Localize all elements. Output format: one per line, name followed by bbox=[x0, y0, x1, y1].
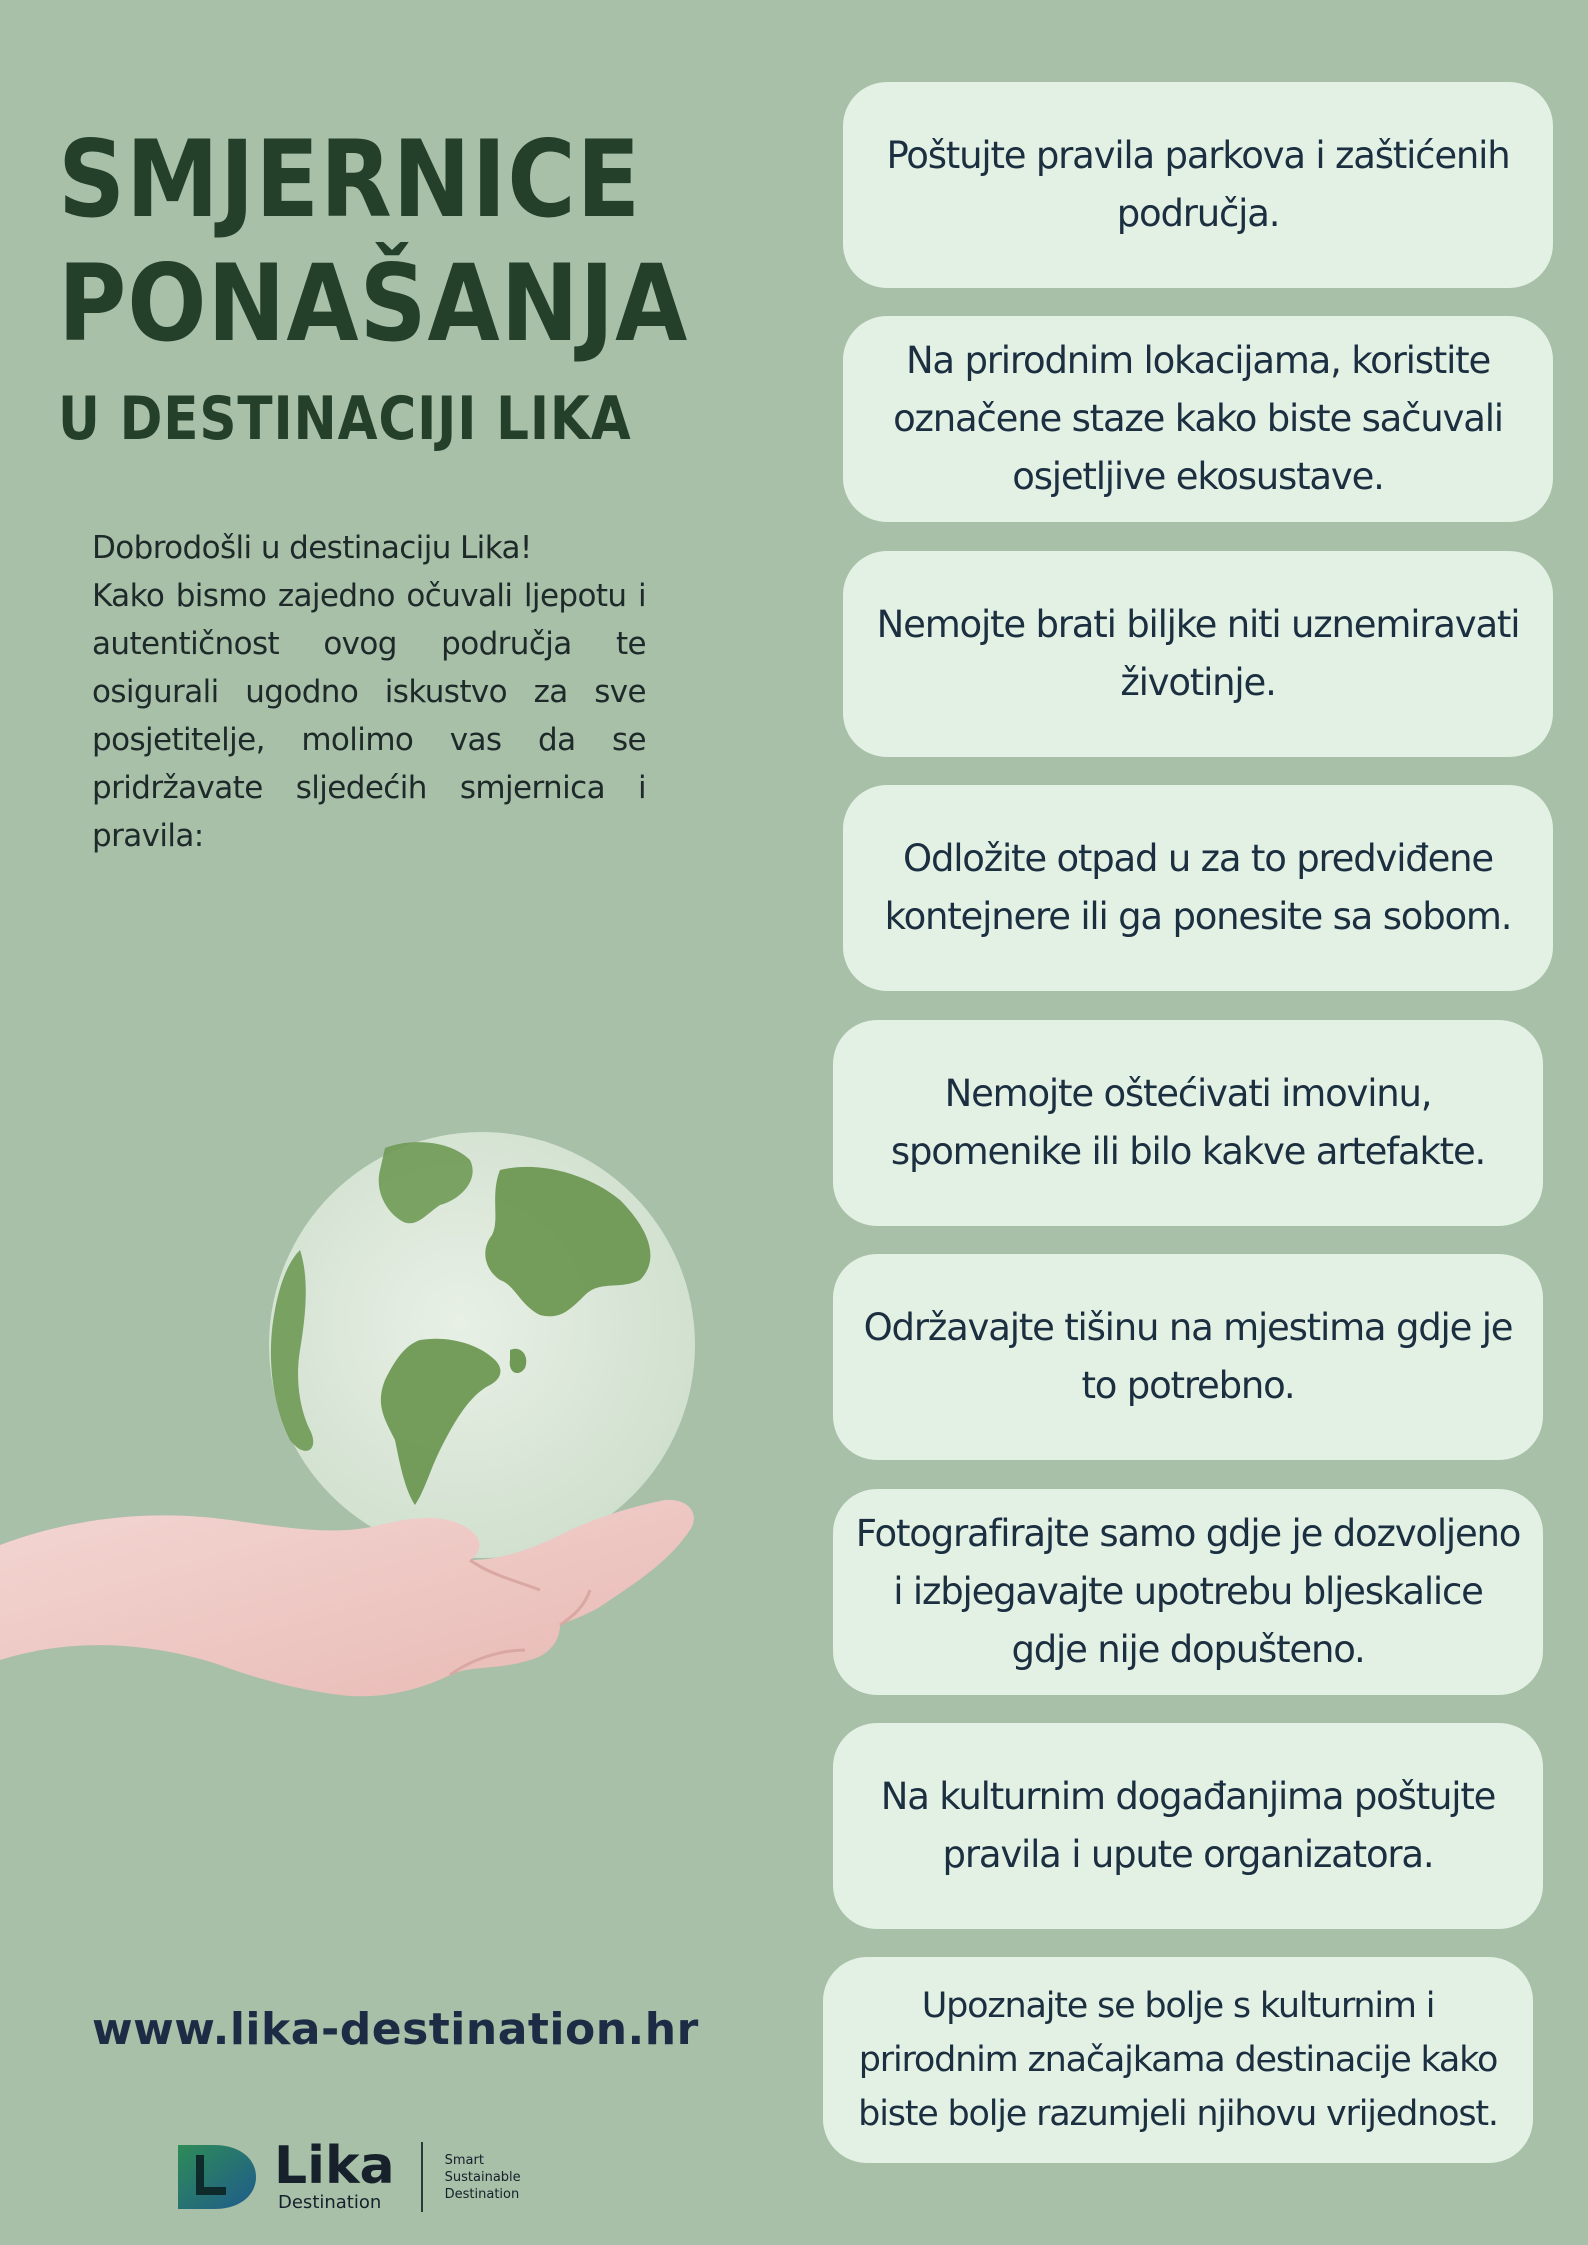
lika-logo-mark-icon bbox=[174, 2141, 260, 2213]
open-hand-icon bbox=[0, 1500, 694, 1696]
logo-divider bbox=[421, 2142, 423, 2212]
guideline-card-6: Održavajte tišinu na mjestima gdje je to potrebno. bbox=[833, 1254, 1543, 1460]
guideline-card-5: Nemojte oštećivati imovinu, spomenike ili bilo kakve artefakte. bbox=[833, 1020, 1543, 1226]
guideline-card-4: Odložite otpad u za to predviđene kontejnere ili ga ponesite sa sobom. bbox=[843, 785, 1553, 991]
guideline-card-9: Upoznajte se bolje s kulturnim i prirodnim značajkama destinacije kako biste bolje razumjeli njihovu vrijednost. bbox=[823, 1957, 1533, 2163]
logo-tagline-line-1: Smart bbox=[444, 2152, 484, 2168]
intro-body: Kako bismo zajedno očuvali ljepotu i autentičnost ovog područja te osigurali ugodno iskustvo za sve posjetitelje, molimo vas da se pridržavate sljedećih smjernica i pravila: bbox=[92, 578, 646, 854]
logo-tagline-line-3: Destination bbox=[444, 2186, 520, 2202]
intro-greeting: Dobrodošli u destinaciju Lika! bbox=[92, 530, 532, 566]
guideline-card-7: Fotografirajte samo gdje je dozvoljeno i izbjegavajte upotrebu bljeskalice gdje nije dopušteno. bbox=[833, 1489, 1543, 1695]
guideline-card-1: Poštujte pravila parkova i zaštićenih područja. bbox=[843, 82, 1553, 288]
guideline-card-3: Nemojte brati biljke niti uznemiravati životinje. bbox=[843, 551, 1553, 757]
logo-tagline bbox=[445, 2152, 521, 2203]
website-link[interactable]: www.lika-destination.hr bbox=[92, 2004, 699, 2055]
lika-logo bbox=[174, 2136, 521, 2218]
hand-holding-earth-illustration bbox=[0, 1120, 720, 1760]
logo-name: Lika bbox=[274, 2136, 395, 2196]
earth-globe-icon bbox=[269, 1132, 695, 1558]
logo-tagline-line-2: Sustainable bbox=[444, 2169, 521, 2185]
logo-subtitle: Destination bbox=[278, 2192, 382, 2213]
title-line-1: SMJERNICE bbox=[58, 118, 642, 241]
page-title bbox=[58, 118, 718, 462]
title-line-2: PONAŠANJA bbox=[58, 242, 689, 365]
title-line-3: U DESTINACIJI LIKA bbox=[58, 384, 632, 454]
guideline-card-2: Na prirodnim lokacijama, koristite označene staze kako biste sačuvali osjetljive ekosustave. bbox=[843, 316, 1553, 522]
intro-text bbox=[92, 524, 646, 860]
guideline-card-8: Na kulturnim događanjima poštujte pravila i upute organizatora. bbox=[833, 1723, 1543, 1929]
